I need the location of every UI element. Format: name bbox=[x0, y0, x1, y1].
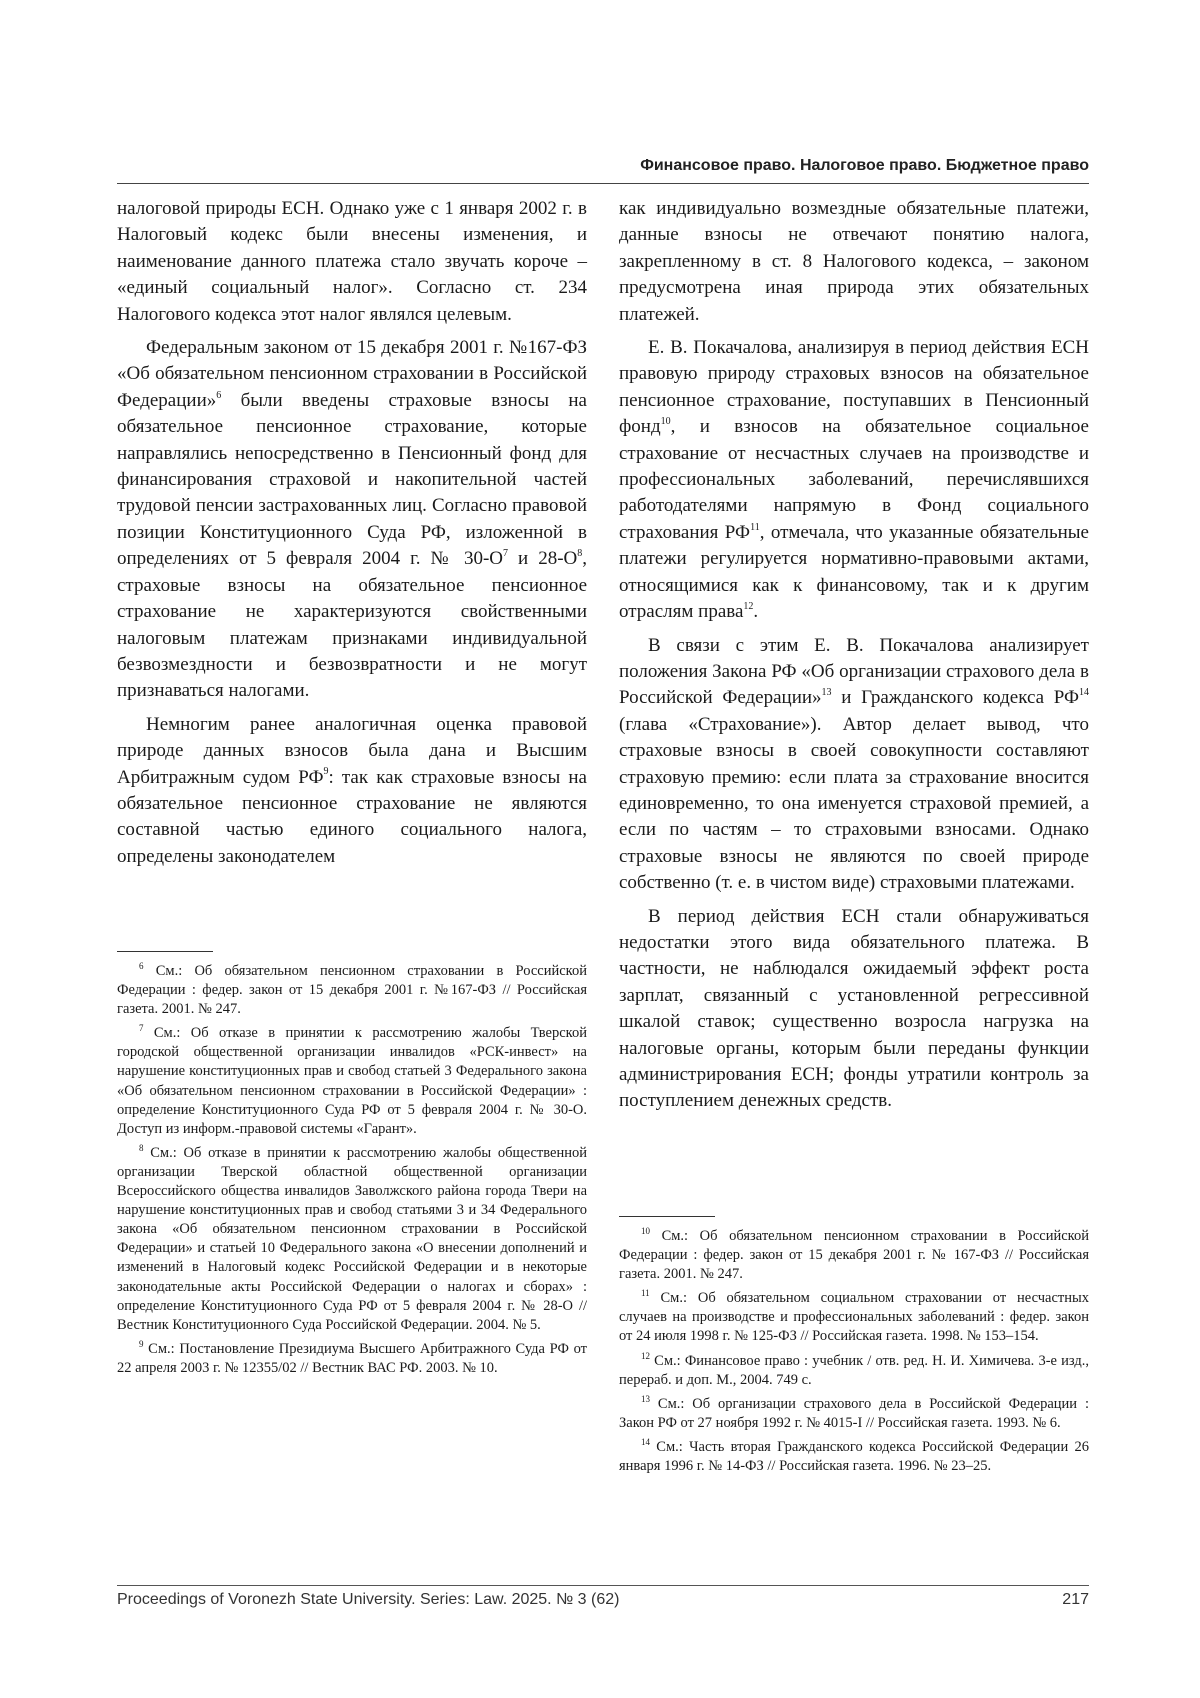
text-run: были введены страховые взносы на обязательное пенсионное страхование, которые направлялись непосредственно в Пенсионный фонд для финансирования страховой и накопительной частей трудовой пенсии застрахованных лиц. Согласно правовой позиции Конституционного Суда РФ, изложенной в определениях от 5 февраля 2004 г. № 30-О bbox=[117, 389, 587, 570]
footnote-text: См.: Постановление Президиума Высшего Арбитражного Суда РФ от 22 апреля 2003 г. № 12355/02 // Вестник ВАС РФ. 2003. № 10. bbox=[117, 1340, 587, 1376]
footnote bbox=[117, 962, 587, 1019]
footnote bbox=[619, 1227, 1089, 1284]
footnote-ref[interactable]: 7 bbox=[503, 547, 508, 559]
paragraph bbox=[117, 712, 587, 870]
footnote bbox=[619, 1289, 1089, 1346]
footnote bbox=[117, 1024, 587, 1139]
paragraph: В период действия ЕСН стали обнаруживаться недостатки этого вида обязательного платежа. В частности, не наблюдался ожидаемый эффект роста зарплат, связанный с установленной регрессивной шкалой ставок; существенно возросла нагрузка на налоговые органы, которым были переданы функции администрирования ЕСН; фонды утратили контроль за поступлением денежных средств. bbox=[619, 905, 1089, 1112]
footnote bbox=[117, 1144, 587, 1335]
header-divider bbox=[117, 183, 1089, 184]
footnote-divider bbox=[619, 1216, 715, 1217]
text-run: (глава «Страхование»). Автор делает вывод, что страховые взносы в своей совокупности составляют страховую премию: если плата за страхование вносится единовременно, то она именуется страховой премией, а если по частям – то страховыми взносами. Однако страховые взносы не являются по своей природе собственно (т. е. в чистом виде) страховыми платежами. bbox=[619, 713, 1089, 894]
footnote-text: См.: Об обязательном пенсионном страховании в Российской Федерации : федер. закон от 15 декабря 2001 г. № 167-ФЗ // Российская газета. 2001. № 247. bbox=[619, 1228, 1089, 1283]
paragraph bbox=[619, 633, 1089, 897]
text-run: Е. В. Покачалова, анализируя в период действия ЕСН правовую природу страховых взносов на обязательное пенсионное страхование, поступавших в Пенсионный фонд bbox=[619, 337, 1089, 438]
footnote-list bbox=[619, 1227, 1089, 1476]
footnotes-right bbox=[619, 1216, 1089, 1481]
text-run: В связи с этим Е. В. Покачалова анализирует положения Закона РФ «Об организации страхового дела в Российской Федерации» bbox=[619, 634, 1089, 709]
right-column bbox=[619, 196, 1089, 1115]
footnote bbox=[117, 1340, 587, 1378]
footnote-ref[interactable]: 11 bbox=[750, 521, 760, 533]
text-run: Немногим ранее аналогичная оценка правовой природе данных взносов была дана и Высшим Арбитражным судом РФ bbox=[117, 713, 587, 788]
footnote bbox=[619, 1352, 1089, 1390]
footnote-number: 8 bbox=[139, 1143, 144, 1154]
footnote bbox=[619, 1395, 1089, 1433]
running-header: Финансовое право. Налоговое право. Бюджетное право bbox=[640, 157, 1089, 174]
footnote-number: 7 bbox=[139, 1023, 144, 1034]
footnote-ref[interactable]: 8 bbox=[577, 547, 583, 559]
footnote-ref[interactable]: 10 bbox=[660, 415, 671, 427]
footnote-text: См.: Об обязательном пенсионном страховании в Российской Федерации : федер. закон от 15 декабря 2001 г. №167-ФЗ // Российская газета. 2001. № 247. bbox=[117, 963, 587, 1018]
footnote-text: См.: Об организации страхового дела в Российской Федерации : Закон РФ от 27 ноября 1992 г. № 4015-I // Российская газета. 1993. № 6. bbox=[619, 1395, 1089, 1431]
paragraph bbox=[117, 335, 587, 705]
footnote-text: См.: Об отказе в принятии к рассмотрению жалобы Тверской городской общественной организации инвалидов «РСК-инвест» на нарушение конституционных прав и свобод статьей 3 Федерального закона «Об обязательном пенсионном страховании в Российской Федерации» : определение Конституционного Суда РФ от 5 февраля 2004 г. № 30-О. Доступ из информ.-правовой системы «Гарант». bbox=[117, 1025, 587, 1137]
footnote-number: 10 bbox=[641, 1226, 650, 1237]
text-run: . bbox=[753, 601, 759, 623]
text-run: , отмечала, что указанные обязательные платежи регулируется нормативно-правовыми актами, относящимися как к финансовому, так и к другим отраслям права bbox=[619, 521, 1089, 623]
left-column bbox=[117, 196, 587, 870]
text-run: Федеральным законом от 15 декабря 2001 г. №167-ФЗ «Об обязательном пенсионном страховании в Российской Федерации» bbox=[117, 337, 587, 411]
text-run: и 28-О bbox=[508, 548, 578, 570]
paragraph: как индивидуально возмездные обязательные платежи, данные взносы не отвечают понятию налога, закрепленному в ст. 8 Налогового кодекса, – законом предусмотрена иная природа этих обязательных платежей. bbox=[619, 198, 1089, 325]
footnote-text: См.: Часть вторая Гражданского кодекса Российской Федерации 26 января 1996 г. № 14-ФЗ // Российская газета. 1996. № 23–25. bbox=[619, 1438, 1089, 1475]
paragraph bbox=[619, 335, 1089, 625]
text-run: , страховые взносы на обязательное пенсионное страхование не характеризуются свойственными налоговым платежам признаками индивидуальной безвозмездности и безвозвратности и не могут признаваться налогами. bbox=[117, 548, 588, 702]
text-run: и Гражданского кодекса РФ bbox=[831, 687, 1079, 709]
journal-citation: Proceedings of Voronezh State University. Series: Law. 2025. № 3 (62) bbox=[117, 1591, 620, 1608]
footnote bbox=[619, 1438, 1089, 1476]
footnote-ref[interactable]: 6 bbox=[216, 389, 222, 401]
footnote-ref[interactable]: 9 bbox=[323, 766, 329, 778]
footnote-text: См.: Финансовое право : учебник / отв. ред. Н. И. Химичева. 3-е изд., перераб. и доп. М., 2004. 749 с. bbox=[619, 1352, 1089, 1388]
page-number: 217 bbox=[1062, 1591, 1089, 1608]
text-run: , и взносов на обязательное социальное страхование от несчастных случаев на производстве и профессиональных заболеваний, перечислявшихся работодателями напрямую в Фонд социального страхования РФ bbox=[619, 416, 1089, 543]
footnote-number: 13 bbox=[641, 1393, 650, 1404]
footnote-number: 12 bbox=[641, 1350, 650, 1361]
footnote-number: 14 bbox=[641, 1437, 650, 1448]
paragraph: налоговой природы ЕСН. Однако уже с 1 января 2002 г. в Налоговый кодекс были внесены изменения, и наименование данного платежа стало звучать короче – «единый социальный налог». Согласно ст. 234 Налогового кодекса этот налог являлся целевым. bbox=[117, 198, 587, 325]
footnote-list bbox=[117, 962, 587, 1378]
footnote-divider bbox=[117, 951, 213, 952]
footnote-ref[interactable]: 12 bbox=[743, 600, 754, 612]
footer-divider bbox=[117, 1585, 1089, 1586]
footnote-text: См.: Об отказе в принятии к рассмотрению жалобы общественной организации Тверской областной общественной организации Всероссийского общества инвалидов Заволжского района города Твери на нарушение конституционных прав и свобод статьями 3 и 34 Федерального закона «Об обязательном пенсионном страховании в Российской Федерации» и статьей 10 Федерального закона «О внесении дополнений и изменений в Налоговый кодекс Российской Федерации и в некоторые законодательные акты Российской Федерации о налогах и сборах» : определение Конституционного Суда РФ от 5 февраля 2004 г. № 28-О // Вестник Конституционного Суда Российской Федерации. 2004. № 5. bbox=[117, 1144, 587, 1333]
footnote-ref[interactable]: 14 bbox=[1079, 686, 1089, 698]
footnote-number: 11 bbox=[641, 1288, 650, 1299]
footnote-text: См.: Об обязательном социальном страховании от несчастных случаев на производстве и профессиональных заболеваний : федер. закон от 24 июля 1998 г. № 125-ФЗ // Российская газета. 1998. № 153–154. bbox=[619, 1290, 1089, 1345]
footnote-number: 9 bbox=[139, 1338, 144, 1349]
text-run: : так как страховые взносы на обязательное пенсионное страхование не являются составной частью единого социального налога, определены законодателем bbox=[117, 766, 587, 867]
footnote-ref[interactable]: 13 bbox=[821, 686, 832, 698]
footnote-number: 6 bbox=[139, 961, 144, 972]
footnotes-left bbox=[117, 951, 587, 1383]
